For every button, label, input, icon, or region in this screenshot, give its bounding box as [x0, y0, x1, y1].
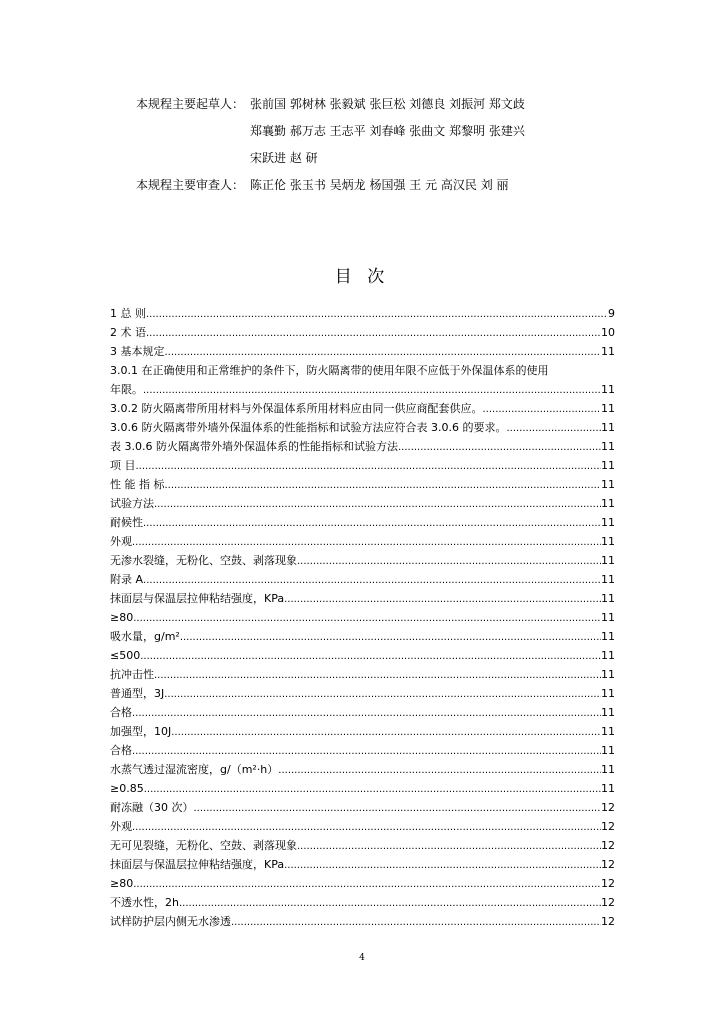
toc-entry-page: 11: [601, 421, 615, 434]
drafters-line-2: [136, 123, 525, 150]
toc-entry[interactable]: [110, 912, 615, 931]
toc-entry-page: 11: [601, 383, 615, 396]
toc-entry[interactable]: [110, 437, 615, 456]
toc-entry[interactable]: [110, 380, 615, 399]
toc-entry-text: 3 基本规定: [110, 345, 165, 358]
toc-entry-text: 3.0.2 防火隔离带所用材料与外保温体系所用材料应由同一供应商配套供应。: [110, 402, 483, 415]
toc-leader: [136, 457, 602, 475]
toc-entry-page: 11: [601, 592, 615, 605]
toc-entry-text: 合格: [110, 706, 132, 719]
toc-entry[interactable]: [110, 893, 615, 912]
toc-entry-text: 试验方法: [110, 497, 154, 510]
toc-entry-text: 抗冲击性: [110, 668, 154, 681]
toc-leader: [146, 305, 608, 323]
toc-leader: [506, 419, 601, 437]
toc-leader: [284, 590, 601, 608]
toc-entry-text: 项 目: [110, 459, 136, 472]
page-number: 4: [359, 953, 365, 963]
toc-entry-page: 11: [601, 516, 615, 529]
toc-entry[interactable]: [110, 817, 615, 836]
toc-entry[interactable]: [110, 513, 615, 532]
toc-leader: [146, 324, 601, 342]
toc-leader: [132, 742, 601, 760]
toc-entry[interactable]: [110, 494, 615, 513]
toc-entry-page: 11: [601, 725, 615, 738]
toc-title: 目 次: [334, 267, 390, 287]
toc-entry[interactable]: [110, 323, 615, 342]
toc-entry-text: 性 能 指 标: [110, 478, 165, 491]
drafters-label: 本规程主要起草人：: [136, 97, 245, 111]
toc-entry-page: 12: [601, 896, 615, 909]
toc-leader: [284, 856, 601, 874]
drafters-names: 宋跃进 赵 研: [250, 151, 318, 165]
toc-entry-text: 2 术 语: [110, 326, 146, 339]
toc-entry-text: ≥80: [110, 877, 134, 890]
toc-entry[interactable]: [110, 532, 615, 551]
toc-entry-page: 11: [601, 573, 615, 586]
toc-entry-text: 表 3.0.6 防火隔离带外墙外保温体系的性能指标和试验方法: [110, 440, 398, 453]
toc-leader: [165, 343, 602, 361]
toc-entry-page: 11: [601, 782, 615, 795]
toc-leader: [144, 780, 601, 798]
toc-leader: [278, 761, 601, 779]
toc-leader: [194, 799, 602, 817]
toc-leader: [143, 381, 601, 399]
toc-entry-text: 3.0.6 防火隔离带外墙外保温体系的性能指标和试验方法应符合表 3.0.6 的要求。: [110, 421, 507, 434]
toc-entry-text: 水蒸气透过湿流密度，g/（m²·h）: [110, 763, 279, 776]
toc-entry-text: 抹面层与保温层拉伸粘结强度，KPa: [110, 858, 285, 871]
toc-entry[interactable]: [110, 304, 615, 323]
toc-entry-text: 无可见裂缝，无粉化、空鼓、剥落现象: [110, 839, 297, 852]
toc-entry[interactable]: [110, 665, 615, 684]
toc-entry-text: 试样防护层内侧无水渗透: [110, 915, 231, 928]
toc-entry-text: 无渗水裂缝，无粉化、空鼓、剥落现象: [110, 554, 297, 567]
toc-leader: [482, 400, 601, 418]
toc-entry-text: 年限。: [110, 383, 143, 396]
toc-entry[interactable]: [110, 608, 615, 627]
toc-entry[interactable]: [110, 703, 615, 722]
toc-leader: [297, 837, 601, 855]
toc-entry[interactable]: [110, 741, 615, 760]
toc-entry[interactable]: [110, 836, 615, 855]
toc-entry-page: 9: [608, 307, 615, 320]
reviewers-names: 陈正伦 张玉书 吴炳龙 杨国强 王 元 高汉民 刘 丽: [250, 178, 509, 192]
drafters-names: 张前国 郭树林 张毅斌 张巨松 刘德良 刘振河 郑文歧: [250, 97, 525, 111]
drafters-line-1: [136, 96, 525, 123]
toc-leader: [132, 818, 601, 836]
toc-entry-page: 11: [601, 668, 615, 681]
toc-entry-page: 11: [601, 459, 615, 472]
toc-entry-page: 12: [601, 858, 615, 871]
contributors-block: [136, 96, 525, 204]
toc-entry-text: 外观: [110, 820, 132, 833]
toc-entry[interactable]: [110, 570, 615, 589]
toc-entry-text: ≥80: [110, 611, 134, 624]
toc-entry[interactable]: [110, 551, 615, 570]
toc-entry-page: 12: [601, 801, 615, 814]
toc-entry-text: 1 总 则: [110, 307, 146, 320]
toc-leader: [171, 723, 601, 741]
toc-entry-page: 11: [601, 402, 615, 415]
toc-leader: [154, 666, 601, 684]
toc-leader: [133, 875, 601, 893]
toc-entry[interactable]: [110, 760, 615, 779]
toc-leader: [133, 609, 601, 627]
toc-entry-text: 耐候性: [110, 516, 143, 529]
toc-leader: [132, 533, 601, 551]
toc-entry-text: 耐冻融（30 次）: [110, 801, 194, 814]
toc-leader: [143, 571, 601, 589]
toc-entry-text-line[interactable]: 3.0.1 在正确使用和正常维护的条件下，防火隔离带的使用年限不应低于外保温体系的使用: [110, 364, 549, 377]
toc-leader: [297, 552, 601, 570]
toc-entry-page: 12: [601, 877, 615, 890]
reviewers-label: 本规程主要审查人：: [136, 178, 245, 192]
toc-entry-page: 11: [601, 687, 615, 700]
toc-entry-text: 附录 A: [110, 573, 144, 586]
toc-leader: [140, 647, 601, 665]
toc-entry[interactable]: [110, 475, 615, 494]
toc-entry[interactable]: [110, 722, 615, 741]
toc-entry-page: 11: [601, 497, 615, 510]
toc-leader: [154, 495, 601, 513]
toc-entry-page: 11: [601, 345, 615, 358]
toc-entry-page: 11: [601, 744, 615, 757]
toc-entry-text: 不透水性，2h: [110, 896, 179, 909]
toc-entry-text: 抹面层与保温层拉伸粘结强度，KPa: [110, 592, 285, 605]
toc-entry[interactable]: [110, 589, 615, 608]
toc-entry-page: 11: [601, 554, 615, 567]
toc-leader: [165, 476, 602, 494]
toc-leader: [143, 514, 601, 532]
toc-leader: [180, 628, 601, 646]
drafters-names: 郑襄勤 郝万志 王志平 刘春峰 张曲文 郑黎明 张建兴: [250, 124, 525, 138]
toc-leader: [132, 704, 601, 722]
toc-entry-text: ≥0.85: [110, 782, 144, 795]
toc-entry[interactable]: [110, 646, 615, 665]
toc-entry[interactable]: [110, 342, 615, 361]
toc-entry-page: 11: [601, 478, 615, 491]
toc-entry[interactable]: [110, 855, 615, 874]
toc-entry-page: 12: [601, 820, 615, 833]
toc-entry[interactable]: [110, 779, 615, 798]
toc-entry[interactable]: [110, 874, 615, 893]
toc-leader: [398, 438, 601, 456]
toc-entry-page: 12: [601, 839, 615, 852]
table-of-contents: [110, 304, 615, 931]
toc-entry[interactable]: [110, 684, 615, 703]
toc-entry-text: 吸水量，g/m²: [110, 630, 180, 643]
toc-entry-page: 11: [601, 535, 615, 548]
toc-entry-text: 合格: [110, 744, 132, 757]
toc-entry-page: 11: [601, 763, 615, 776]
toc-entry-text: 普通型，3J: [110, 687, 165, 700]
toc-entry[interactable]: [110, 399, 615, 418]
toc-entry-page: 12: [601, 915, 615, 928]
toc-entry-text: 加强型，10J: [110, 725, 172, 738]
toc-leader: [179, 894, 601, 912]
toc-leader: [164, 685, 601, 703]
drafters-line-3: [136, 150, 525, 177]
toc-entry-text: 外观: [110, 535, 132, 548]
toc-entry-page: 11: [601, 611, 615, 624]
reviewers-line: [136, 177, 525, 204]
toc-entry[interactable]: [110, 418, 615, 437]
toc-entry-page: 11: [601, 706, 615, 719]
toc-leader: [231, 913, 601, 931]
toc-entry[interactable]: [110, 627, 615, 646]
toc-entry-page: 10: [601, 326, 615, 339]
toc-entry-page: 11: [601, 440, 615, 453]
toc-entry-text: ≤500: [110, 649, 141, 662]
toc-entry-page: 11: [601, 630, 615, 643]
toc-entry[interactable]: [110, 456, 615, 475]
toc-entry-page: 11: [601, 649, 615, 662]
toc-entry[interactable]: [110, 798, 615, 817]
